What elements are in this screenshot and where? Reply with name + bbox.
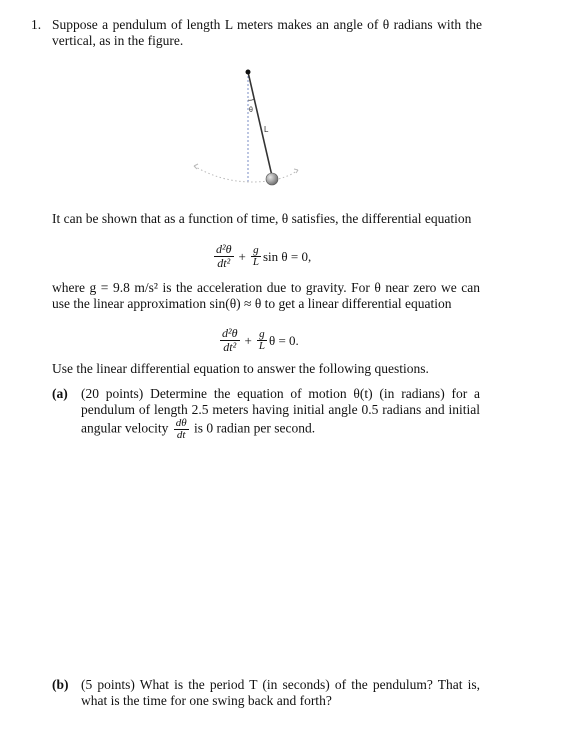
fraction-denominator: dt	[176, 429, 186, 441]
paragraph-instructions: Use the linear differential equation to answer the following questions.	[52, 361, 429, 376]
problem-intro: Suppose a pendulum of length L meters makes an angle of θ radians with the vertical, as in the figure.	[52, 17, 482, 48]
part-a-label: (a)	[52, 386, 68, 401]
equation-tail: sin θ = 0,	[262, 248, 312, 264]
pendulum-string	[248, 72, 272, 176]
second-derivative-fraction	[220, 327, 240, 354]
plus-sign: +	[244, 332, 252, 348]
theta-label: θ	[249, 107, 253, 114]
fraction-numerator: dθ	[175, 417, 187, 429]
fraction-numerator: d²θ	[216, 242, 232, 256]
part-b-label: (b)	[52, 677, 69, 692]
part-a	[52, 386, 480, 441]
fraction-denominator: L	[258, 340, 265, 352]
part-a-text	[81, 386, 480, 441]
fraction-denominator: L	[252, 256, 259, 268]
paragraph-differential-equation: It can be shown that as a function of time, θ satisfies, the differential equation	[52, 211, 472, 226]
problem-number: 1.	[31, 17, 42, 32]
angle-arc	[248, 99, 254, 100]
swing-arc	[194, 166, 298, 182]
arc-arrow-left	[194, 164, 198, 169]
plus-sign: +	[238, 248, 246, 264]
fraction-numerator: g	[259, 328, 265, 340]
fraction-numerator: g	[253, 244, 259, 256]
angular-velocity-fraction	[174, 418, 189, 441]
part-b	[52, 677, 480, 709]
g-over-l-fraction	[257, 329, 267, 352]
part-a-question: (20 points) Determine the equation of motion θ(t) (in radians) for a pendulum of length 2.5 meters having initial angle 0.5 radians and initial angular velocity	[81, 386, 480, 436]
equation-nonlinear	[212, 243, 311, 270]
part-a-question-end: is 0 radian per second.	[194, 420, 316, 436]
equation-linear	[218, 327, 299, 354]
fraction-denominator: dt²	[223, 340, 237, 354]
equation-tail: θ = 0.	[268, 332, 299, 348]
fraction-numerator: d²θ	[222, 326, 238, 340]
paragraph-linear-approximation: where g = 9.8 m/s² is the acceleration due to gravity. For θ near zero we can use the linear approximation sin(θ) ≈ θ to get a linear differential equation	[52, 280, 480, 311]
pendulum-bob	[266, 173, 278, 185]
pivot-point	[246, 70, 251, 75]
pendulum-figure	[180, 62, 320, 194]
fraction-denominator: dt²	[217, 256, 231, 270]
part-b-question: (5 points) What is the period T (in seconds) of the pendulum? That is, what is the time for one swing back and forth?	[81, 677, 480, 708]
second-derivative-fraction	[214, 243, 234, 270]
length-label: L	[264, 125, 269, 134]
g-over-l-fraction	[251, 245, 261, 268]
